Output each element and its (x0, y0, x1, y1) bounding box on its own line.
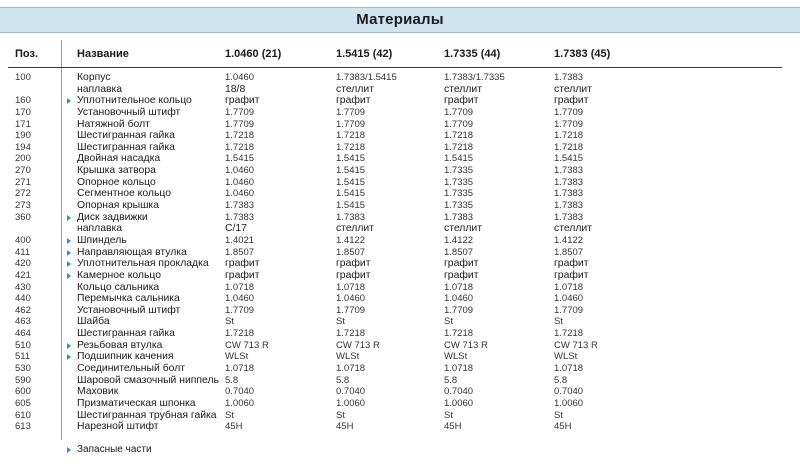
row-part-name: Кольцо сальника (77, 281, 160, 293)
row-material-col-4: стеллит (554, 83, 592, 95)
row-material-col-4: 1.8507 (554, 246, 584, 258)
row-material-col-4: 1.5415 (554, 153, 584, 165)
row-material-col-4: 1.0718 (554, 363, 584, 375)
row-position: 360 (15, 211, 31, 223)
row-material-col-1: 0.7040 (225, 386, 255, 398)
row-material-col-2: 1.7709 (336, 304, 366, 316)
row-part-name: Опорное кольцо (77, 176, 156, 188)
row-material-col-2: стеллит (336, 83, 374, 95)
row-position: 421 (15, 269, 31, 281)
header-pos: Поз. (15, 48, 39, 60)
row-material-col-1: St (225, 316, 234, 328)
table-row (0, 328, 800, 340)
row-material-col-3: 1.7218 (444, 328, 474, 340)
row-material-col-4: 1.7383 (554, 72, 584, 83)
row-material-col-3: стеллит (444, 223, 482, 235)
row-material-col-1: 1.7709 (225, 106, 255, 118)
row-part-name: Маховик (77, 386, 119, 398)
header-col-2: 1.5415 (42) (336, 48, 393, 60)
row-material-col-1: 1.0460 (225, 293, 255, 305)
row-material-col-4: 1.7383 (554, 188, 584, 200)
row-material-col-4: графит (554, 95, 589, 107)
row-material-col-2: 1.0060 (336, 397, 366, 409)
row-material-col-3: 1.8507 (444, 246, 474, 258)
row-material-col-3: 1.7709 (444, 304, 474, 316)
table-row (0, 107, 800, 119)
table-row (0, 293, 800, 305)
header-col-4: 1.7383 (45) (554, 48, 611, 60)
row-material-col-4: St (554, 316, 563, 328)
table-row (0, 351, 800, 363)
footer-label: Запасные части (77, 444, 152, 455)
row-material-col-2: 1.0718 (336, 363, 366, 375)
row-part-name: Нарезной штифт (77, 421, 159, 433)
row-position: 610 (15, 409, 31, 421)
row-material-col-3: 1.7218 (444, 130, 474, 142)
row-position: 190 (15, 130, 31, 142)
row-material-col-3: 1.0718 (444, 363, 474, 375)
row-part-name: Подшипник качения (77, 351, 174, 363)
header-name: Название (77, 48, 129, 60)
row-material-col-4: 1.0460 (554, 293, 584, 305)
row-material-col-3: 1.7383 (444, 211, 474, 223)
row-material-col-1: 1.7709 (225, 304, 255, 316)
row-position: 511 (15, 351, 31, 363)
spare-part-marker-icon (67, 250, 71, 256)
row-part-name: Уплотнительное кольцо (77, 95, 192, 107)
row-position: 400 (15, 234, 31, 246)
spare-part-marker-icon (67, 354, 71, 360)
row-material-col-2: 1.7383 (336, 211, 366, 223)
row-material-col-4: 45H (554, 421, 572, 433)
row-position: 600 (15, 386, 31, 398)
row-material-col-2: WLSt (336, 351, 360, 363)
row-position: 171 (15, 118, 31, 130)
row-material-col-1: 5.8 (225, 374, 239, 386)
row-material-col-3: 1.7709 (444, 118, 474, 130)
row-material-col-4: CW 713 R (554, 339, 598, 351)
table-row (0, 363, 800, 375)
row-material-col-3: 1.7709 (444, 106, 474, 118)
table-row (0, 212, 800, 224)
row-material-col-4: 1.4122 (554, 234, 584, 246)
row-material-col-2: стеллит (336, 223, 374, 235)
row-part-name: Диск задвижки (77, 211, 148, 223)
row-part-name: Корпус (77, 72, 111, 83)
row-material-col-4: 1.7709 (554, 304, 584, 316)
row-part-name: Призматическая шпонка (77, 397, 196, 409)
table-row (0, 95, 800, 107)
table-row (0, 270, 800, 282)
row-position: 440 (15, 293, 31, 305)
row-part-name: Уплотнительная прокладка (77, 258, 209, 270)
row-material-col-2: 5.8 (336, 374, 350, 386)
row-material-col-4: 1.7383 (554, 165, 584, 177)
row-material-col-4: стеллит (554, 223, 592, 235)
row-part-name: Перемычка сальника (77, 293, 180, 305)
row-part-name: Сегментное кольцо (77, 188, 171, 200)
table-row (0, 398, 800, 410)
row-part-name: Шпиндель (77, 234, 127, 246)
row-material-col-4: графит (554, 258, 589, 270)
row-position: 590 (15, 374, 31, 386)
row-position: 613 (15, 421, 31, 433)
row-material-col-2: 1.7383/1.5415 (336, 72, 397, 83)
row-material-col-2: 1.7218 (336, 328, 366, 340)
row-material-col-2: CW 713 R (336, 339, 380, 351)
row-material-col-1: 1.8507 (225, 246, 255, 258)
row-material-col-3: 1.0718 (444, 281, 474, 293)
spare-part-marker-icon (67, 98, 71, 104)
row-material-col-4: 1.7383 (554, 211, 584, 223)
row-material-col-1: 1.7218 (225, 328, 255, 340)
row-material-col-3: графит (444, 95, 479, 107)
table-row (0, 247, 800, 259)
header-col-1: 1.0460 (21) (225, 48, 282, 60)
row-material-col-2: 1.7709 (336, 118, 366, 130)
row-material-col-2: 0.7040 (336, 386, 366, 398)
row-material-col-2: 1.5415 (336, 153, 366, 165)
row-material-col-3: графит (444, 258, 479, 270)
row-material-col-4: 1.7383 (554, 176, 584, 188)
table-row (0, 305, 800, 317)
row-material-col-1: графит (225, 258, 260, 270)
row-material-col-1: графит (225, 95, 260, 107)
row-material-col-4: 1.7218 (554, 328, 584, 340)
row-material-col-1: 1.7218 (225, 141, 255, 153)
row-part-name: Опорная крышка (77, 200, 159, 212)
row-material-col-2: 1.4122 (336, 234, 366, 246)
table-row (0, 119, 800, 131)
row-material-col-1: 1.0060 (225, 397, 255, 409)
row-material-col-3: графит (444, 269, 479, 281)
row-material-col-4: 0.7040 (554, 386, 584, 398)
row-position: 271 (15, 176, 31, 188)
spare-part-marker-icon (67, 215, 71, 221)
row-material-col-3: 1.4122 (444, 234, 474, 246)
row-position: 170 (15, 106, 31, 118)
table-row (0, 340, 800, 352)
row-part-name: Натяжной болт (77, 118, 150, 130)
row-material-col-3: 1.7335 (444, 188, 474, 200)
table-row (0, 153, 800, 165)
row-material-col-1: 1.0460 (225, 165, 255, 177)
row-position: 411 (15, 246, 31, 258)
row-position: 200 (15, 153, 31, 165)
row-part-name: Крышка затвора (77, 165, 156, 177)
row-material-col-3: 1.7218 (444, 141, 474, 153)
row-material-col-1: 1.7709 (225, 118, 255, 130)
row-material-col-2: 1.5415 (336, 176, 366, 188)
row-material-col-1: С/17 (225, 223, 247, 235)
row-position: 270 (15, 165, 31, 177)
row-position: 430 (15, 281, 31, 293)
row-position: 605 (15, 397, 31, 409)
row-part-name: Установочный штифт (77, 304, 181, 316)
row-material-col-3: стеллит (444, 83, 482, 95)
row-material-col-4: 1.7218 (554, 141, 584, 153)
table-row (0, 375, 800, 387)
table-row (0, 258, 800, 270)
row-position: 420 (15, 258, 31, 270)
spare-part-marker-icon (67, 447, 71, 453)
row-material-col-3: 1.0060 (444, 397, 474, 409)
row-material-col-1: CW 713 R (225, 339, 269, 351)
header-col-3: 1.7335 (44) (444, 48, 501, 60)
row-position: 160 (15, 95, 31, 107)
row-material-col-3: 1.7335 (444, 165, 474, 177)
row-material-col-2: графит (336, 95, 371, 107)
row-part-name: Шайба (77, 316, 110, 328)
row-part-name: Соединительный болт (77, 363, 186, 375)
row-part-name: Шестигранная гайка (77, 130, 175, 142)
row-material-col-2: 1.5415 (336, 200, 366, 212)
spare-part-marker-icon (67, 261, 71, 267)
row-material-col-1: 1.0718 (225, 281, 255, 293)
row-material-col-1: 18/8 (225, 83, 246, 95)
row-part-name: Установочный штифт (77, 106, 181, 118)
row-part-name: Шестигранная трубная гайка (77, 409, 217, 421)
row-material-col-4: 1.7218 (554, 130, 584, 142)
row-material-col-2: St (336, 316, 345, 328)
table-row (0, 235, 800, 247)
row-material-col-4: 1.7383 (554, 200, 584, 212)
table-row (0, 200, 800, 212)
row-position: 462 (15, 304, 31, 316)
row-position: 464 (15, 328, 31, 340)
row-material-col-3: 1.5415 (444, 153, 474, 165)
row-material-col-1: 1.0460 (225, 72, 255, 83)
row-material-col-1: 1.4021 (225, 234, 255, 246)
row-material-col-1: 1.0718 (225, 363, 255, 375)
row-material-col-3: WLSt (444, 351, 468, 363)
row-material-col-2: графит (336, 258, 371, 270)
row-material-col-1: 1.7383 (225, 200, 255, 212)
table-row (0, 410, 800, 422)
header-divider (8, 67, 782, 68)
row-material-col-1: 1.7218 (225, 130, 255, 142)
row-material-col-1: WLSt (225, 351, 249, 363)
row-material-col-1: 1.7383 (225, 211, 255, 223)
row-material-col-3: 45H (444, 421, 462, 433)
page-title: Материалы (0, 7, 800, 33)
row-position: 463 (15, 316, 31, 328)
row-material-col-2: 45H (336, 421, 354, 433)
row-material-col-2: 1.5415 (336, 188, 366, 200)
row-part-name: наплавка (77, 83, 123, 95)
row-part-name: Шаровой смазочный ниппель (77, 374, 219, 386)
row-material-col-2: St (336, 409, 345, 421)
row-material-col-2: 1.0460 (336, 293, 366, 305)
row-position: 530 (15, 363, 31, 375)
row-part-name: Шестигранная гайка (77, 328, 175, 340)
row-material-col-2: графит (336, 269, 371, 281)
row-material-col-3: 5.8 (444, 374, 458, 386)
row-position: 273 (15, 200, 31, 212)
row-material-col-3: 1.7335 (444, 176, 474, 188)
row-material-col-3: St (444, 316, 453, 328)
row-part-name: Камерное кольцо (77, 269, 162, 281)
table-row (0, 223, 800, 235)
row-material-col-2: 1.7709 (336, 106, 366, 118)
row-material-col-3: 1.0460 (444, 293, 474, 305)
row-part-name: наплавка (77, 223, 123, 235)
row-material-col-4: St (554, 409, 563, 421)
row-material-col-1: 1.0460 (225, 176, 255, 188)
table-row (0, 142, 800, 154)
row-material-col-4: графит (554, 269, 589, 281)
row-material-col-2: 1.0718 (336, 281, 366, 293)
table-row (0, 72, 800, 84)
row-part-name: Двойная насадка (77, 153, 161, 165)
row-material-col-3: 0.7040 (444, 386, 474, 398)
table-row (0, 282, 800, 294)
row-material-col-1: 1.5415 (225, 153, 255, 165)
row-material-col-1: 1.0460 (225, 188, 255, 200)
table-row (0, 177, 800, 189)
row-material-col-4: 1.0718 (554, 281, 584, 293)
row-material-col-1: 45H (225, 421, 243, 433)
row-material-col-2: 1.5415 (336, 165, 366, 177)
row-material-col-2: 1.7218 (336, 141, 366, 153)
row-part-name: Резьбовая втулка (77, 339, 163, 351)
table-row (0, 130, 800, 142)
row-position: 194 (15, 141, 31, 153)
table-row (0, 84, 800, 96)
row-material-col-4: 5.8 (554, 374, 568, 386)
row-material-col-3: 1.7335 (444, 200, 474, 212)
row-position: 100 (15, 72, 31, 83)
row-material-col-3: CW 713 R (444, 339, 488, 351)
row-material-col-3: 1.7383/1.7335 (444, 72, 505, 83)
row-material-col-4: 1.7709 (554, 106, 584, 118)
row-material-col-4: WLSt (554, 351, 578, 363)
row-material-col-1: графит (225, 269, 260, 281)
row-position: 510 (15, 339, 31, 351)
spare-part-marker-icon (67, 343, 71, 349)
row-position: 272 (15, 188, 31, 200)
spare-part-marker-icon (67, 238, 71, 244)
row-material-col-4: 1.7709 (554, 118, 584, 130)
spare-part-marker-icon (67, 273, 71, 279)
footer-legend (0, 444, 800, 456)
row-material-col-2: 1.8507 (336, 246, 366, 258)
row-part-name: Направляющая втулка (77, 246, 187, 258)
table-row (0, 386, 800, 398)
materials-table (0, 72, 800, 433)
row-material-col-1: St (225, 409, 234, 421)
table-row (0, 165, 800, 177)
row-material-col-3: St (444, 409, 453, 421)
row-part-name: Шестигранная гайка (77, 141, 175, 153)
row-material-col-4: 1.0060 (554, 397, 584, 409)
row-material-col-2: 1.7218 (336, 130, 366, 142)
table-row (0, 316, 800, 328)
table-row (0, 188, 800, 200)
table-row (0, 421, 800, 433)
